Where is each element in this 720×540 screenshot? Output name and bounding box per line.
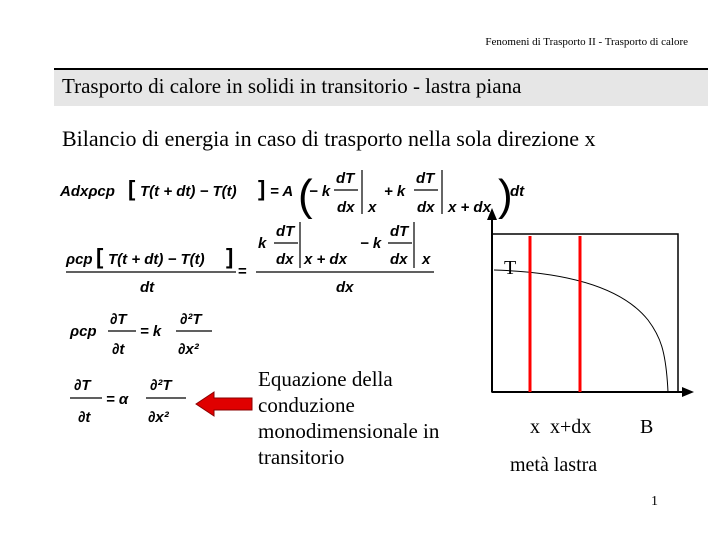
eq2-dx-1: dx — [276, 251, 294, 268]
eq2-minus-k: − k — [360, 235, 382, 252]
eq1-area: = A — [270, 183, 294, 200]
eq1-bracket-open: [ — [128, 176, 136, 201]
eq3-rhocp: ρcp — [70, 323, 97, 340]
eq2-bracket-open: [ — [96, 244, 104, 269]
arrow-left-icon — [196, 392, 252, 416]
slide-title: Trasporto di calore in solidi in transitorio - lastra piana — [62, 74, 522, 98]
eq2-bracket-close: ] — [226, 244, 234, 269]
eq2-dt: dt — [140, 279, 155, 296]
eq1-minus-k: − k — [309, 183, 331, 200]
eq1-dT-2: dT — [416, 170, 435, 187]
eq2-equals: = — [238, 263, 247, 280]
slab-diagram — [487, 208, 694, 397]
eq3-dT: ∂T — [110, 311, 127, 328]
equation-3 — [69, 311, 212, 358]
eq3-dx2: ∂x² — [178, 341, 199, 358]
eq1-diff: T(t + dt) − T(t) — [140, 183, 237, 200]
x-dx-labels: x x+dx — [530, 416, 592, 438]
eq1-dx-1: dx — [337, 199, 355, 216]
eq2-rhocp: ρcp — [66, 251, 93, 268]
eq1-paren-open: ( — [298, 171, 313, 220]
eq2-sub-x: x — [422, 251, 431, 268]
eq4-dT: ∂T — [74, 377, 91, 394]
eq1-dT-1: dT — [336, 170, 355, 187]
eq3-equals-k: = k — [140, 323, 162, 340]
eq1-paren-close: ) — [498, 171, 513, 220]
eq2-diff: T(t + dt) − T(t) — [108, 251, 205, 268]
eq1-bracket-close: ] — [258, 176, 266, 201]
eq4-dt: ∂t — [78, 409, 91, 426]
subtitle: Bilancio di energia in caso di trasporto nella sola direzione x — [62, 126, 596, 151]
eq3-dt: ∂t — [112, 341, 125, 358]
eq1-dt: dt — [510, 183, 525, 200]
eq2-dx: dx — [336, 279, 354, 296]
page-number: 1 — [651, 494, 658, 509]
equation-caption: Equazione della conduzione monodimensionale in transitorio — [258, 367, 440, 469]
eq1-term: Adxρcp — [60, 183, 115, 200]
eq1-plus-k: + k — [384, 183, 406, 200]
axis-label-t: T — [504, 257, 517, 279]
eq1-sub-xdx: x + dx — [448, 199, 491, 216]
equation-1 — [59, 170, 525, 220]
eq1-dx-2: dx — [417, 199, 435, 216]
axis-arrow-right-icon — [682, 387, 694, 397]
eq2-dT-1: dT — [276, 223, 295, 240]
eq2-dT-2: dT — [390, 223, 409, 240]
slab-box — [492, 234, 678, 392]
eq4-dx2: ∂x² — [148, 409, 169, 426]
eq4-d2T: ∂²T — [150, 377, 172, 394]
eq2-sub-xdx: x + dx — [304, 251, 347, 268]
eq2-k: k — [258, 235, 267, 252]
eq3-d2T: ∂²T — [180, 311, 202, 328]
eq4-equals-alpha: = α — [106, 391, 129, 408]
eq2-dx-2: dx — [390, 251, 408, 268]
b-label: B — [640, 416, 654, 438]
equation-2 — [65, 222, 434, 296]
half-slab-label: metà lastra — [510, 454, 598, 476]
slide-header: Fenomeni di Trasporto II - Trasporto di calore — [485, 36, 688, 48]
equation-4 — [70, 377, 186, 426]
eq1-sub-x: x — [368, 199, 377, 216]
